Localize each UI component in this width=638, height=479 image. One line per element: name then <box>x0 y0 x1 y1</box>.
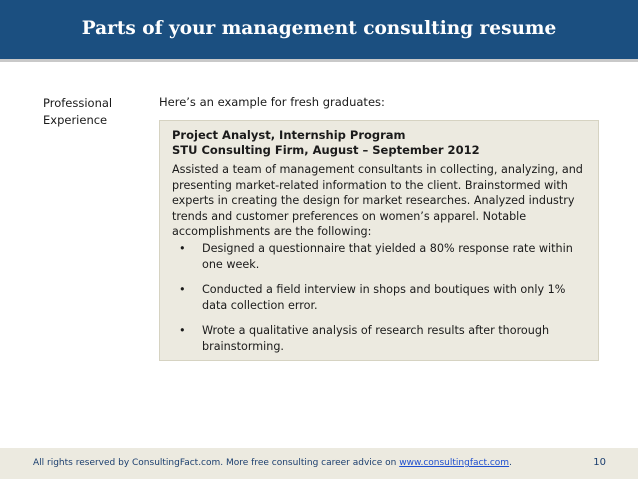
job-title <box>172 128 480 158</box>
job-position: Project Analyst, Internship Program <box>172 128 406 142</box>
slide-header <box>0 0 638 62</box>
footer-text <box>33 458 512 468</box>
bullet-icon: • <box>179 242 186 255</box>
bullet-icon: • <box>179 283 186 296</box>
example-box <box>159 120 599 361</box>
list-item <box>172 241 590 273</box>
list-item-text: Designed a questionnaire that yielded a 80% response rate within one week. <box>202 242 573 271</box>
accomplishment-list <box>172 241 590 364</box>
job-description: Assisted a team of management consultants in collecting, analyzing, and presenting market-related information to the client. Brainstormed with experts in creating the design for market researches. Analyzed industry trends and customer preferences on women’s apparel. Notable accomplishments are the following: <box>172 163 583 238</box>
footer-period: . <box>509 458 512 468</box>
list-item <box>172 323 590 355</box>
section-label-line1: Professional <box>43 96 113 110</box>
footer <box>0 448 638 479</box>
list-item-text: Conducted a field interview in shops and boutiques with only 1% data collection error. <box>202 283 566 312</box>
list-item-text: Wrote a qualitative analysis of research results after thorough brainstorming. <box>202 324 550 353</box>
list-item <box>172 282 590 314</box>
slide-title: Parts of your management consulting resume <box>81 18 557 39</box>
section-label <box>43 95 138 129</box>
page-number: 10 <box>593 457 606 468</box>
bullet-icon: • <box>179 324 186 337</box>
job-firm-dates: STU Consulting Firm, August – September 2012 <box>172 143 480 157</box>
intro-text: Here’s an example for fresh graduates: <box>159 95 385 109</box>
footer-copyright: All rights reserved by ConsultingFact.com. More free consulting career advice on <box>33 458 400 468</box>
section-label-line2: Experience <box>43 113 108 127</box>
footer-link[interactable]: www.consultingfact.com <box>399 458 510 468</box>
